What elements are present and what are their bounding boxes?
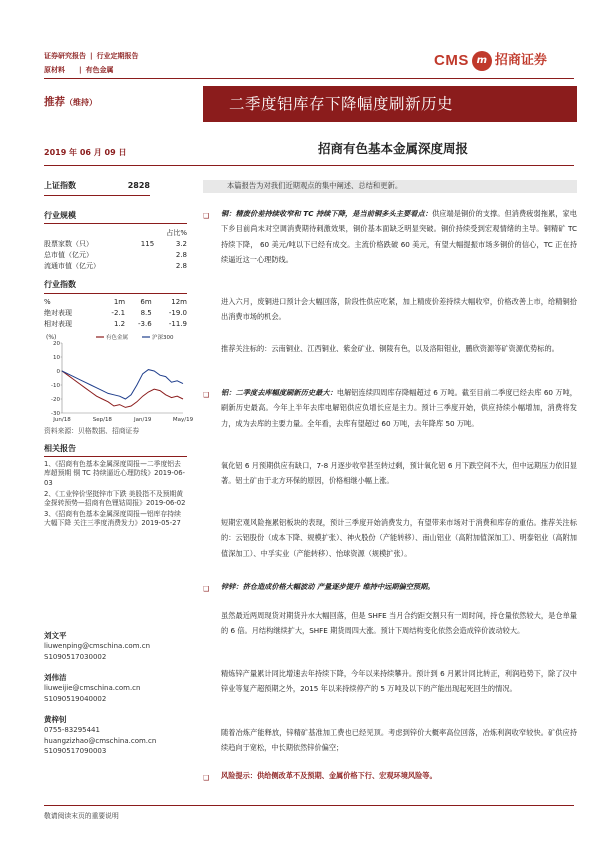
table-row: 绝对表现 -2.1 8.5 -19.0	[44, 309, 187, 318]
zinc-heading: 锌锌：挤仓造成价格大幅波动 产量逐步提升 维持中远期偏空预期。	[221, 582, 435, 591]
y-tick-label: -30	[51, 410, 60, 417]
copper-paragraph: 铜：精废价差持续收窄和 TC 持续下降，是当前铜多头主要看点：供应端是铜价的支撑。但消费疲弱拖累，家电下乡目前尚未对空调消费期待刺激效果，铜价基本面缺乏明显突破。铜价持续受到宏观情绪的主导。铜精矿 TC 持续下降， 60 美元/吨以下已经有成交。主流价格跌破 60 美元，有望大幅提振市场多铜价的信心，TC 正在持续逼近这一心理防线。	[221, 209, 577, 264]
bullet-square-icon: ❑	[203, 774, 210, 782]
y-tick-label: 10	[53, 354, 60, 361]
report-title: 二季度铝库存下降幅度刷新历史	[203, 86, 577, 122]
aluminium-paragraph: 铝：二季度去库幅度刷新历史最大：电解铝连续四周库存降幅超过 6 万吨。截至目前二季度已经去库 60 万吨，刷新历史最高。今年上半年去库电解铝供应负增长应是主力。预计三季度开始，供应持续小幅增加，消费将发力，成为去库的主要力量。全年看，去库有望超过 60 万吨，去年降库 50 万吨。	[221, 388, 577, 428]
rating	[44, 95, 97, 110]
scale-heading: 行业规模	[44, 210, 187, 225]
legend-label: 有色金属	[106, 334, 129, 341]
analyst-name: 刘文平	[44, 631, 67, 640]
analyst-email[interactable]: liuwenping@cmschina.com.cn	[44, 642, 151, 651]
analyst-name: 刘伟洁	[44, 673, 67, 682]
rating-label: 推荐	[44, 96, 65, 108]
zinc-paragraph-1: 虽然最近两周现货对期货升水大幅回落，但是 SHFE 当月合约距交割只有一周时间，持仓量依然较大，是仓单量的 6 倍。月结构继续扩大，SHFE 期货周四大涨。预计下周结构变化依然会造成锌价波动较大。	[221, 611, 577, 636]
rating-sub: （维持）	[65, 98, 97, 107]
alumina-paragraph: 氧化铝 6 月预期供应有缺口，7-8 月逐步收窄甚至转过剩，预计氧化铝 6 月下跌空间不大，但中远期压力依旧显著。铝土矿由于北方环保的原因，价格相继小幅上涨。	[221, 461, 577, 486]
y-axis-label: (%)	[46, 333, 57, 341]
table-row: 股票家数（只） 115 3.2	[44, 239, 187, 248]
tag-sector: 原材料	[44, 65, 65, 74]
analyst-email[interactable]: liuweijie@cmschina.com.cn	[44, 684, 141, 693]
analyst-id: S1090517090003	[44, 747, 107, 756]
zinc-paragraph-3: 随着冶炼产能释放，锌精矿基准加工费也已经见顶。考虑到锌价大概率高位回落，冶炼利润收窄较快。矿供应持续趋向于宽松，中长期依然锌价偏空；	[221, 728, 577, 753]
tag-report-type: 证券研究报告	[44, 51, 86, 60]
y-tick-label: -20	[51, 396, 60, 403]
analyst-email[interactable]: huangzizhao@cmschina.com.cn	[44, 736, 157, 745]
aluminium-recommend: 短期宏观风险拖累铝板块的表现，预计三季度开始消费发力，有望带来市场对于消费和库存的重估。推荐关注标的：云铝股份（成本下降、规模扩张）、神火股份（产能转移）、南山铝业（高附加值深加工）、明泰铝业（高附加值深加工）、中孚实业（产能转移）、怡球资源（规模扩张）。	[221, 518, 577, 558]
logo-text-cms: CMS	[434, 52, 469, 70]
analyst-id: S1090519040002	[44, 694, 107, 703]
analyst-phone: 0755-83295441	[44, 726, 100, 735]
x-tick-label: Jun/18	[53, 416, 71, 423]
cms-logo	[434, 50, 576, 72]
x-tick-label: Sep/18	[92, 416, 112, 423]
main-content	[203, 180, 577, 782]
report-subtitle: 招商有色基本金属深度周报	[318, 141, 469, 156]
report-date: 2019 年 06 月 09 日	[44, 148, 127, 157]
related-heading: 相关报告	[44, 443, 187, 458]
logo-text-cn: 招商证券	[494, 52, 547, 68]
header-tags: 证券研究报告 | 行业定期报告 原材料 | 有色金属	[44, 51, 139, 74]
index-row	[44, 180, 150, 196]
footer-note: 敬请阅读末页的重要说明	[44, 812, 119, 820]
table-row: 总市值（亿元） 2.8	[44, 250, 187, 259]
scale-table	[44, 227, 187, 271]
bullet-square-icon: ❑	[203, 585, 210, 593]
analyst-1	[44, 630, 194, 662]
legend-label: 沪深300	[152, 334, 174, 341]
risk-warning: 风险提示：供给侧改革不及预期、金属价格下行、宏观环境风险等。	[221, 771, 437, 780]
index-label: 上证指数	[44, 181, 76, 190]
analyst-3	[44, 714, 194, 757]
header-divider	[44, 78, 574, 79]
footer-divider	[44, 805, 574, 806]
x-tick-label: Jan/19	[133, 416, 152, 423]
perf-table: % 1m 6m 12m 绝对表现 -2.1 8.5 -19.0 相对表现 1.2 -3.6 -11.9	[44, 298, 187, 329]
date-divider	[44, 165, 574, 166]
scale-col-header: 占比%	[166, 228, 187, 237]
table-row: 流通市值（亿元） 2.8	[44, 261, 187, 270]
analyst-id: S1090517030002	[44, 652, 107, 661]
copper-paragraph-2: 进入六月，废铜进口预计会大幅回落，阶段性供应吃紧，加上精废价差持续大幅收窄，价格改善上市，给精铜拾出消费市场的机会。	[221, 297, 577, 322]
y-tick-label: -10	[51, 382, 60, 389]
copper-recommend: 推荐关注标的：云南铜业、江西铜业、紫金矿业、铜陵有色，以及洛阳钼业，鹏欣资源等矿资源优势标的。	[221, 344, 559, 353]
y-tick-label: 20	[53, 340, 60, 347]
intro-box: 本篇报告为对我们近期观点的集中阐述、总结和更新。	[203, 180, 577, 193]
logo-emblem-icon: m	[472, 51, 492, 71]
analyst-2	[44, 672, 194, 704]
related-report-3[interactable]: 3、《招商有色基本金属深度周报—铝库存持续大幅下降 关注三季度消费发力》2019-05-27	[44, 510, 181, 528]
related-report-1[interactable]: 1、《招商有色基本金属深度周报—二季度铝去库超预期 铜 TC 持续逼近心理防线》2019-06-03	[44, 460, 185, 487]
index-value: 2828	[127, 181, 150, 190]
analyst-name: 黄梓钊	[44, 715, 67, 724]
bullet-square-icon: ❑	[203, 212, 210, 220]
tag-industry: 有色金属	[85, 65, 114, 74]
y-tick-label: 0	[56, 368, 60, 375]
tag-report-kind: 行业定期报告	[96, 51, 139, 60]
related-reports	[44, 460, 187, 528]
table-row: 相对表现 1.2 -3.6 -11.9	[44, 320, 187, 329]
x-tick-label: May/19	[172, 416, 194, 423]
performance-chart	[44, 333, 194, 425]
related-report-2[interactable]: 2、《工业锌价坚挺锌市下跌 美股指不及预期黄金探转预势—招商有色锂钴周报》2019-06-02	[44, 489, 186, 507]
sidebar	[44, 180, 194, 528]
chart-source: 资料来源：贝格数据、招商证券	[44, 426, 140, 435]
zinc-paragraph-2: 精炼锌产量累计同比增速去年持续下降，今年以来持续攀升。预计到 6 月累计同比转正，利润趋势下，除了汉中锌业等复产超预期之外，2015 年以来持续停产的 5 万吨及以下的产能出现起死回生的情况。	[221, 669, 577, 694]
bullet-square-icon: ❑	[203, 391, 210, 399]
performance-chart-svg	[44, 333, 194, 425]
perf-heading: 行业指数	[44, 279, 187, 294]
